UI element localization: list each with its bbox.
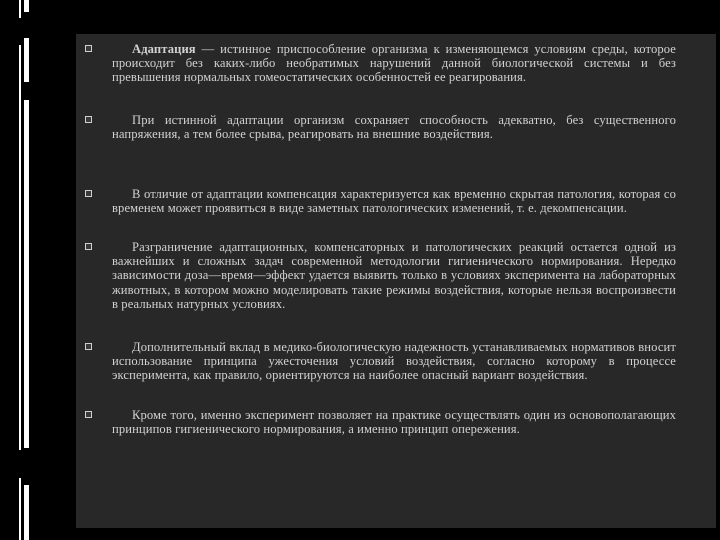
decorative-bar — [19, 0, 21, 18]
paragraph-4: Разграничение адаптационных, компенсаторных и патологических реакций остается одной из важнейших и сложных задач современной методологии гигиенического нормирования. Нередко зависимости доза—время—эффект удается выявить только в условиях эксперимента на лабораторных животных, в котором можно моделировать такие режимы воздействия, которые нельзя воспроизвести в реальных натурных условиях. — [112, 240, 676, 311]
decorative-bar — [19, 478, 21, 540]
bullet-icon — [85, 342, 91, 348]
decorative-bar — [24, 0, 29, 12]
bullet-icon — [85, 44, 91, 50]
term-adaptation: Адаптация — [132, 42, 196, 56]
paragraph-5: Дополнительный вклад в медико-биологическую надежность устанавливаемых нормативов вносит использование принципа ужесточения условий воздействия, согласно которому в процессе эксперимента, как правило, ориентируются на наиболее опасный вариант воздействия. — [112, 340, 676, 383]
bullet-icon — [85, 410, 91, 416]
paragraph-1-text: — истинное приспособление организма к изменяющемся условиям среды, которое происходит без каких-либо необратимых нарушений данной биологической системы и без превышения нормальных гомеостатических особенностей ее реагирования. — [112, 42, 676, 85]
bullet-icon — [85, 189, 91, 195]
paragraph-2: При истинной адаптации организм сохраняет способность адекватно, без существенного напряжения, а тем более срыва, реагировать на внешние воздействия. — [112, 113, 676, 142]
decorative-bar — [24, 485, 29, 540]
content-panel — [76, 34, 716, 528]
paragraph-1 — [112, 42, 676, 85]
decorative-bar — [19, 45, 21, 450]
decorative-bar — [24, 38, 29, 82]
bullet-icon — [85, 115, 91, 121]
paragraph-6: Кроме того, именно эксперимент позволяет на практике осуществлять один из основополагающих принципов гигиенического нормирования, а именно принцип опережения. — [112, 408, 676, 437]
bullet-icon — [85, 242, 91, 248]
decorative-bar — [24, 100, 29, 448]
paragraph-3: В отличие от адаптации компенсация характеризуется как временно скрытая патология, которая со временем может проявиться в виде заметных патологических изменений, т. е. декомпенсации. — [112, 187, 676, 216]
